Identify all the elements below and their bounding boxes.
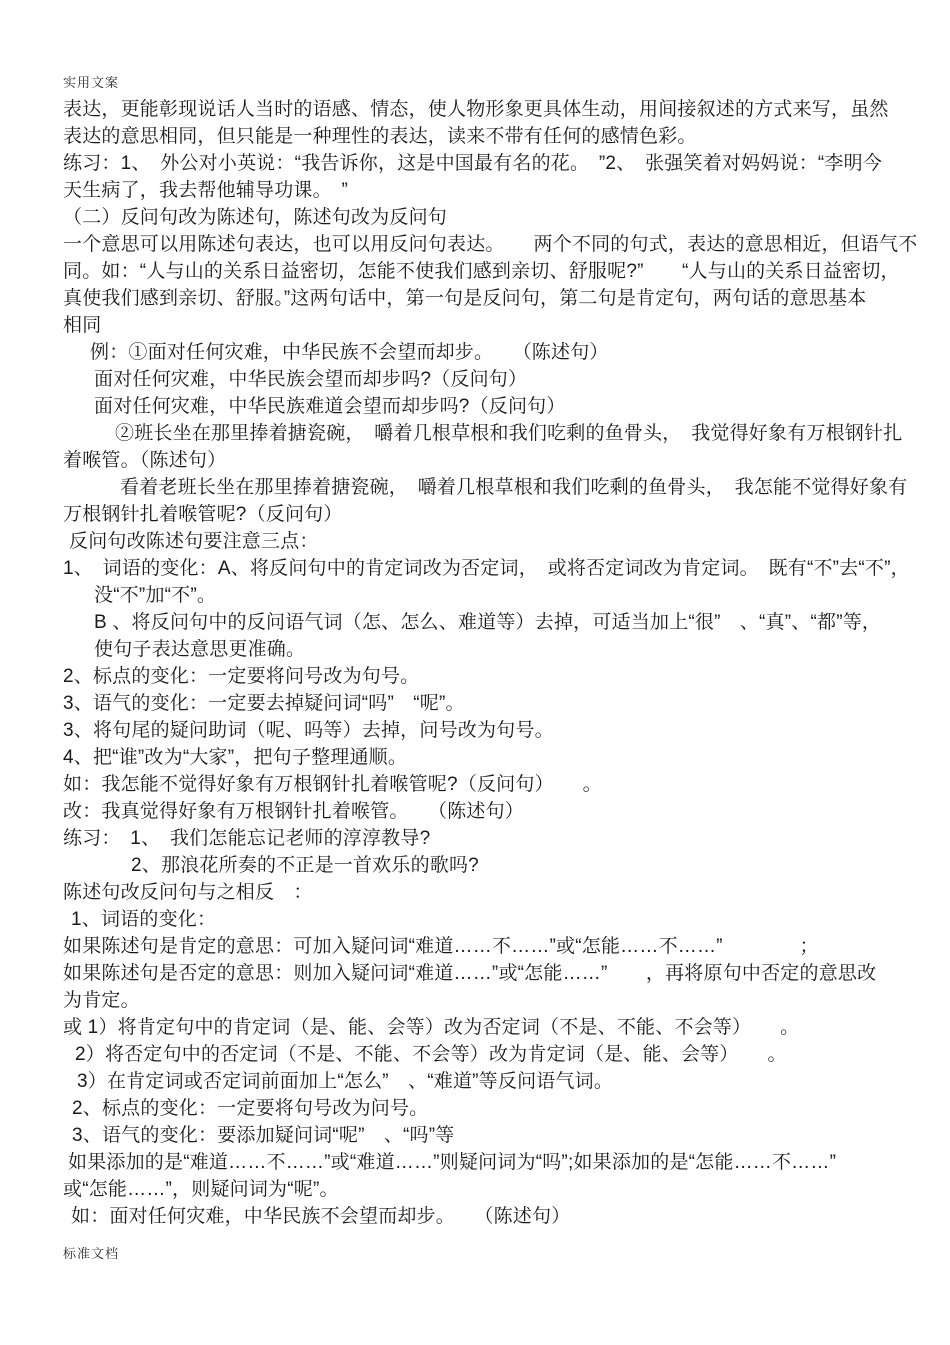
document-line: 反问句改陈述句要注意三点： <box>69 531 319 552</box>
document-line: 改：我真觉得好象有万根钢针扎着喉管。 （陈述句） <box>63 801 525 822</box>
document-line: 如：我怎能不觉得好象有万根钢针扎着喉管呢?（反问句） 。 <box>63 774 602 795</box>
document-line: 例：①面对任何灾难，中华民族不会望而却步。 （陈述句） <box>90 342 609 363</box>
document-line: 真使我们感到亲切、舒服。”这两句话中，第一句是反问句，第二句是肯定句，两句话的意思基本 <box>63 288 867 309</box>
document-line: 2、标点的变化：一定要将句号改为问号。 <box>72 1098 429 1119</box>
document-line: 面对任何灾难，中华民族难道会望而却步吗?（反问句） <box>94 396 566 417</box>
document-line: 3）在肯定词或否定词前面加上“怎么” 、“难道”等反问语气词。 <box>77 1071 614 1092</box>
document-line: 天生病了，我去帮他辅导功课。 ” <box>63 180 349 201</box>
document-line: 2、那浪花所奏的不正是一首欢乐的歌吗? <box>131 855 479 876</box>
document-line: 万根钢针扎着喉管呢?（反问句） <box>63 504 343 525</box>
document-line: 相同 <box>63 315 102 336</box>
document-line: 3、语气的变化：要添加疑问词“呢” 、“吗”等 <box>72 1125 455 1146</box>
document-line: （二）反问句改为陈述句，陈述句改为反问句 <box>63 207 448 228</box>
document-line: 如果添加的是“难道……不……”或“难道……”则疑问词为“吗”;如果添加的是“怎能……不……” <box>68 1152 837 1173</box>
document-line: 陈述句改反问句与之相反 ： <box>63 882 313 903</box>
document-line: 着喉管。（陈述句） <box>63 450 227 471</box>
page-header-watermark: 实用文案 <box>63 75 120 90</box>
document-line: 练习：1、 外公对小英说：“我告诉你，这是中国最有名的花。 ”2、 张强笑着对妈妈说：“李明今 <box>63 153 883 174</box>
document-line: B 、将反问句中的反问语气词（怎、怎么、难道等）去掉，可适当加上“很” 、“真”、“都”等， <box>94 612 882 633</box>
document-line: 使句子表达意思更准确。 <box>94 639 306 660</box>
document-line: 为肯定。 <box>63 990 140 1011</box>
document-line: 1、 词语的变化：A、将反问句中的肯定词改为否定词， 或将否定词改为肯定词。 既有“不”去“不”， <box>63 558 910 579</box>
document-line: 练习： 1、 我们怎能忘记老师的淳淳教导? <box>63 828 431 849</box>
document-line: 或“怎能……”，则疑问词为“呢”。 <box>63 1179 339 1200</box>
document-line: 2）将否定句中的否定词（不是、不能、不会等）改为肯定词（是、能、会等） 。 <box>75 1044 787 1065</box>
document-line: 表达的意思相同，但只能是一种理性的表达，读来不带有任何的感情色彩。 <box>63 126 697 147</box>
document-line: 没“不”加“不”。 <box>94 585 217 606</box>
document-line: 如：面对任何灾难，中华民族不会望而却步。 （陈述句） <box>71 1206 571 1227</box>
document-line: 一个意思可以用陈述句表达，也可以用反问句表达。 两个不同的句式，表达的意思相近，但语气不 <box>63 234 918 255</box>
document-line: 看着老班长坐在那里捧着搪瓷碗， 嚼着几根草根和我们吃剩的鱼骨头， 我怎能不觉得好象有 <box>120 477 908 498</box>
document-line: 4、把“谁”改为“大家”，把句子整理通顺。 <box>63 747 408 768</box>
document-line: 如果陈述句是肯定的意思：可加入疑问词“难道……不……”或“怎能……不……” ； <box>63 936 819 957</box>
document-line: 2、标点的变化：一定要将问号改为句号。 <box>63 666 420 687</box>
document-body <box>63 96 918 1230</box>
document-line: 或 1）将肯定句中的肯定词（是、能、会等）改为否定词（不是、不能、不会等） 。 <box>63 1017 800 1038</box>
document-line: 3、将句尾的疑问助词（呢、吗等）去掉，问号改为句号。 <box>63 720 554 741</box>
document-line: ②班长坐在那里捧着搪瓷碗， 嚼着几根草根和我们吃剩的鱼骨头， 我觉得好象有万根钢针扎 <box>115 423 903 444</box>
document-line: 同。如：“人与山的关系日益密切，怎能不使我们感到亲切、舒服呢?” “人与山的关系日益密切， <box>63 261 900 282</box>
document-line: 面对任何灾难，中华民族会望而却步吗?（反问句） <box>94 369 528 390</box>
page-footer-watermark: 标准文档 <box>63 1246 120 1261</box>
document-line: 如果陈述句是否定的意思：则加入疑问词“难道……”或“怎能……” ，再将原句中否定的意思改 <box>63 963 877 984</box>
document-line: 3、语气的变化：一定要去掉疑问词“吗” “呢”。 <box>63 693 465 714</box>
document-line: 1、词语的变化： <box>71 909 217 930</box>
document-line: 表达，更能彰现说话人当时的语感、情态，使人物形象更具体生动，用间接叙述的方式来写，虽然 <box>63 99 889 120</box>
